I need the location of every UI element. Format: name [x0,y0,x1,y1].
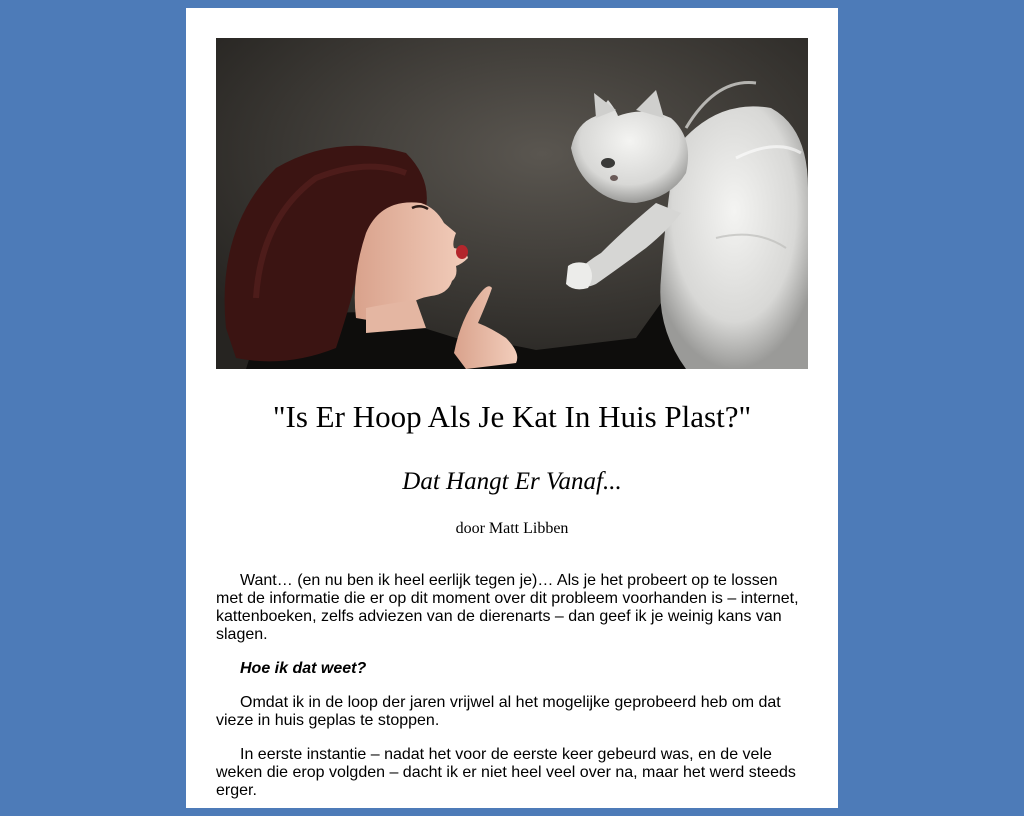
article-body [216,572,808,816]
article-subtitle: Dat Hangt Er Vanaf... [402,468,622,495]
paragraph-question: Hoe ik dat weet? [240,660,367,677]
paragraph: In eerste instantie – nadat het voor de eerste keer gebeurd was, en de vele weken die erop volgden – dacht ik er niet heel veel over na, maar het werd steeds erger. [216,746,796,799]
paragraph: Omdat ik in de loop der jaren vrijwel al het mogelijke geprobeerd heb om dat vieze in huis geplas te stoppen. [216,694,781,729]
article-page [186,8,838,808]
article-title: "Is Er Hoop Als Je Kat In Huis Plast?" [272,399,752,434]
article-byline: door Matt Libben [455,520,569,537]
woman-and-cat-illustration [216,38,808,369]
hero-image [216,38,808,369]
paragraph: Want… (en nu ben ik heel eerlijk tegen je)… Als je het probeert op te lossen met de informatie die er op dit moment over dit probleem voorhanden is – internet, kattenboeken, zelfs adviezen van de dierenarts – dan geef ik je weinig kans van slagen. [216,572,799,643]
